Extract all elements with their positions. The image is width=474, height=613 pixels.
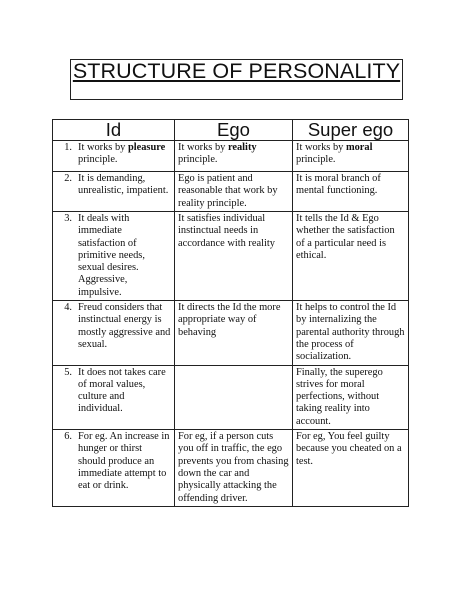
cell-text: Ego is patient and reasonable that work by reality principle. xyxy=(178,173,278,209)
cell-text: For eg, if a person cuts you off in traffic, the ego prevents you from chasing down the car and physically attacking the offending driver. xyxy=(178,431,289,504)
cell-super-ego xyxy=(293,172,409,212)
cell-ego xyxy=(175,212,293,301)
personality-table xyxy=(52,119,409,507)
cell-super-ego xyxy=(293,365,409,429)
cell-ego xyxy=(175,301,293,365)
cell-ego xyxy=(175,141,293,172)
cell-text: It helps to control the Id by internalizing the parental authority through the process of socialization. xyxy=(296,302,405,363)
cell-ego xyxy=(175,365,293,429)
cell-text: It is moral branch of mental functioning. xyxy=(296,173,381,197)
header-row xyxy=(53,120,409,141)
cell-bold-text: pleasure xyxy=(127,142,166,153)
column-header-ego: Ego xyxy=(175,120,293,141)
cell-text: Freud considers that instinctual energy is mostly aggressive and sexual. xyxy=(78,302,171,350)
cell-ego xyxy=(175,172,293,212)
row-number: 6. xyxy=(64,431,72,443)
cell-id xyxy=(53,172,175,212)
cell-super-ego xyxy=(293,212,409,301)
cell-id xyxy=(53,212,175,301)
cell-text: Finally, the superego strives for moral perfections, without taking reality into account. xyxy=(296,366,383,427)
table-row xyxy=(53,365,409,429)
table-row xyxy=(53,430,409,507)
cell-text: It tells the Id & Ego whether the satisfaction of a particular need is ethical. xyxy=(296,213,395,261)
column-header-id: Id xyxy=(53,120,175,141)
cell-text: It does not takes care of moral values, culture and individual. xyxy=(78,366,166,415)
cell-text: It works by xyxy=(296,142,346,153)
cell-bold-text: reality xyxy=(227,142,257,153)
cell-text: principle. xyxy=(178,154,218,166)
cell-bold-text: moral xyxy=(345,142,373,153)
title-box xyxy=(70,59,403,100)
cell-text: It deals with immediate satisfaction of primitive needs, sexual desires. Aggressive, impulsive. xyxy=(78,213,145,298)
row-number: 3. xyxy=(64,213,72,224)
table-row xyxy=(53,141,409,172)
cell-id xyxy=(53,301,175,365)
cell-id xyxy=(53,141,175,172)
column-header-super-ego: Super ego xyxy=(293,120,409,141)
cell-text: It works by xyxy=(178,142,228,153)
cell-id xyxy=(53,365,175,429)
cell-super-ego xyxy=(293,301,409,365)
cell-id xyxy=(53,430,175,507)
table-row xyxy=(53,301,409,365)
cell-text: It satisfies individual instinctual needs in accordance with reality xyxy=(178,213,275,249)
cell-text: For eg. An increase in hunger or thirst should produce an immediate attempt to eat or drink. xyxy=(78,431,170,492)
cell-text: It directs the Id the more appropriate way of behaving xyxy=(178,302,281,338)
row-number: 4. xyxy=(64,302,72,314)
cell-text: It is demanding, unrealistic, impatient. xyxy=(78,173,169,197)
cell-text: principle. xyxy=(296,154,336,166)
cell-super-ego xyxy=(293,141,409,172)
cell-text: It works by xyxy=(78,142,128,153)
table-row xyxy=(53,212,409,301)
cell-text: For eg, You feel guilty because you cheated on a test. xyxy=(296,431,402,467)
page-title: STRUCTURE OF PERSONALITY xyxy=(72,59,401,83)
cell-super-ego xyxy=(293,430,409,507)
row-number: 5. xyxy=(64,366,72,378)
cell-text: principle. xyxy=(78,154,118,166)
table-row xyxy=(53,172,409,212)
row-number: 2. xyxy=(64,173,72,184)
row-number: 1. xyxy=(64,142,72,153)
cell-ego xyxy=(175,430,293,507)
